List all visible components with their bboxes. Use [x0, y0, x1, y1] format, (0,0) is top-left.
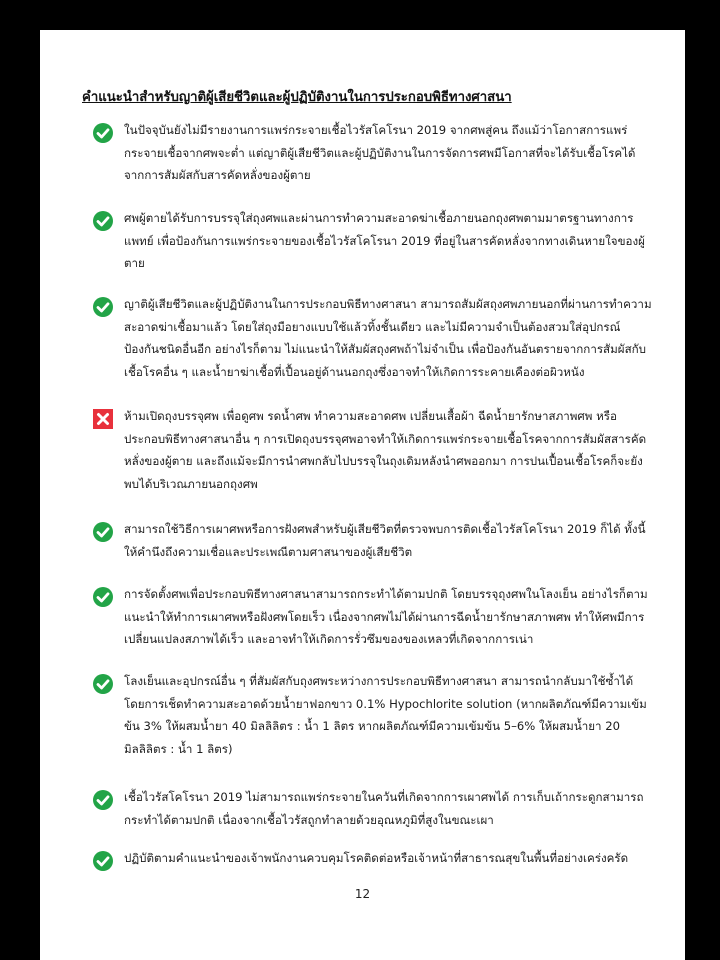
document-page	[40, 30, 685, 960]
list-item-text: ห้ามเปิดถุงบรรจุศพ เพื่อดูศพ รดน้ำศพ ทำความสะอาดศพ เปลี่ยนเสื้อผ้า ฉีดน้ำยารักษาสภาพศพ หรือประกอบพิธีทางศาสนาอื่น ๆ การเปิดถุงบรรจุศพอาจทำให้เกิดการแพร่กระจายเชื้อโรคจากการสัมผัสสารคัดหลั่งของผู้ตาย และถึงแม้จะมีการนำศพกลับไปบรรจุในถุงเดิมหลังนำศพออกมา การปนเปื้อนเชื้อโรคก็จะยังพบได้บริเวณภายนอกถุงศพ	[124, 409, 647, 491]
check-icon	[92, 521, 114, 543]
list-item-text: ญาติผู้เสียชีวิตและผู้ปฏิบัติงานในการประกอบพิธีทางศาสนา สามารถสัมผัสถุงศพภายนอกที่ผ่านการทำความสะอาดฆ่าเชื้อมาแล้ว โดยใส่ถุงมือยางแบบใช้แล้วทิ้งชั้นเดียว และไม่มีความจำเป็นต้องสวมใส่อุปกรณ์ป้องกันชนิดอื่นอีก อย่างไรก็ตาม ไม่แนะนำให้สัมผัสถุงศพถ้าไม่จำเป็น เพื่อป้องกันอันตรายจากการสัมผัสกับเชื้อโรคอื่น ๆ และน้ำยาฆ่าเชื้อที่เปื้อนอยู่ด้านนอกถุงซึ่งอาจทำให้เกิดการระคายเคืองต่อผิวหนัง	[124, 297, 652, 379]
page-number: 12	[354, 887, 371, 901]
list-item-text: ในปัจจุบันยังไม่มีรายงานการแพร่กระจายเชื้อไวรัสโคโรนา 2019 จากศพสู่คน ถึงแม้ว่าโอกาสการแพร่กระจายเชื้อจากศพจะต่ำ แต่ญาติผู้เสียชีวิตและผู้ปฏิบัติงานในการจัดการศพมีโอกาสที่จะได้รับเชื้อโรคได้จากการสัมผัสกับสารคัดหลั่งของผู้ตาย	[124, 123, 636, 182]
check-icon	[92, 296, 114, 318]
list-item-text: สามารถใช้วิธีการเผาศพหรือการฝังศพสำหรับผู้เสียชีวิตที่ตรวจพบการติดเชื้อไวรัสโคโรนา 2019 ก็ได้ ทั้งนี้ให้คำนึงถึงความเชื่อและประเพณีตามศาสนาของผู้เสียชีวิต	[124, 522, 646, 559]
cross-icon	[92, 408, 114, 430]
list-item-text: ศพผู้ตายได้รับการบรรจุใส่ถุงศพและผ่านการทำความสะอาดฆ่าเชื้อภายนอกถุงศพตามมาตรฐานทางการแพทย์ เพื่อป้องกันการแพร่กระจายของเชื้อไวรัสโคโรนา 2019 ที่อยู่ในสารคัดหลั่งจากทางเดินหายใจของผู้ตาย	[124, 211, 645, 270]
document-title: คำแนะนำสำหรับญาติผู้เสียชีวิตและผู้ปฏิบัติงานในการประกอบพิธีทางศาสนา	[82, 90, 512, 105]
check-icon	[92, 789, 114, 811]
list-item-text: เชื้อไวรัสโคโรนา 2019 ไม่สามารถแพร่กระจายในควันที่เกิดจากการเผาศพได้ การเก็บเถ้ากระดูกสามารถกระทำได้ตามปกติ เนื่องจากเชื้อไวรัสถูกทำลายด้วยอุณหภูมิที่สูงในขณะเผา	[124, 790, 644, 827]
list-item-text: ปฏิบัติตามคำแนะนำของเจ้าพนักงานควบคุมโรคติดต่อหรือเจ้าหน้าที่สาธารณสุขในพื้นที่อย่างเคร่งครัด	[124, 851, 629, 865]
check-icon	[92, 122, 114, 144]
list-item-text: โลงเย็นและอุปกรณ์อื่น ๆ ที่สัมผัสกับถุงศพระหว่างการประกอบพิธีทางศาสนา สามารถนำกลับมาใช้ซ้ำได้ โดยการเช็ดทำความสะอาดด้วยน้ำยาฟอกขาว 0.1% Hypochlorite solution (หากผลิตภัณฑ์มีความเข้มข้น 3% ให้ผสมน้ำยา 40 มิลลิลิตร : น้ำ 1 ลิตร หากผลิตภัณฑ์มีความเข้มข้น 5–6% ให้ผสมน้ำยา 20 มิลลิลิตร : น้ำ 1 ลิตร)	[124, 674, 647, 756]
check-icon	[92, 586, 114, 608]
check-icon	[92, 210, 114, 232]
check-icon	[92, 673, 114, 695]
list-item-text: การจัดตั้งศพเพื่อประกอบพิธีทางศาสนาสามารถกระทำได้ตามปกติ โดยบรรจุถุงศพในโลงเย็น อย่างไรก็ตามแนะนำให้ทำการเผาศพหรือฝังศพโดยเร็ว เนื่องจากศพไม่ได้ผ่านการฉีดน้ำยารักษาสภาพศพ ทำให้ศพมีการเปลี่ยนแปลงสภาพได้เร็ว และอาจทำให้เกิดการรั่วซึมของของเหลวที่เกิดจากการเน่า	[124, 587, 648, 646]
check-icon	[92, 850, 114, 872]
